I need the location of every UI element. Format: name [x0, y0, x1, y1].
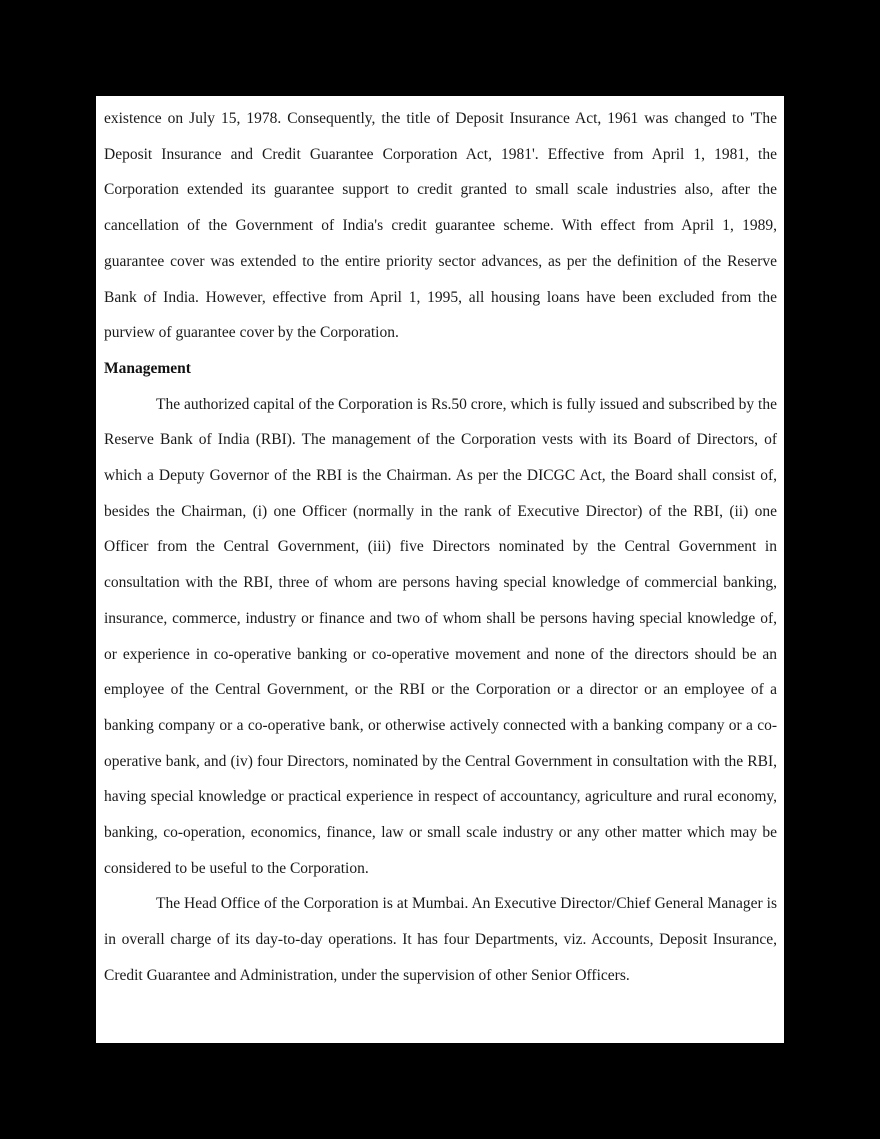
paragraph: existence on July 15, 1978. Consequently, the title of Deposit Insurance Act, 1961 was changed to 'The Deposit Insurance and Credit Guarantee Corporation Act, 1981'. Effective from April 1, 1981, the Corporation extended its guarantee support to credit granted to small scale industries also, after the cancellation of the Government of India's credit guarantee scheme. With effect from April 1, 1989, guarantee cover was extended to the entire priority sector advances, as per the definition of the Reserve Bank of India. However, effective from April 1, 1995, all housing loans have been excluded from the purview of guarantee cover by the Corporation.: [104, 110, 777, 342]
paragraph: The authorized capital of the Corporation is Rs.50 crore, which is fully issued and subscribed by the Reserve Bank of India (RBI). The management of the Corporation vests with its Board of Directors, of which a Deputy Governor of the RBI is the Chairman. As per the DICGC Act, the Board shall consist of, besides the Chairman, (i) one Officer (normally in the rank of Executive Director) of the RBI, (ii) one Officer from the Central Government, (iii) five Directors nominated by the Central Government in consultation with the RBI, three of whom are persons having special knowledge of commercial banking, insurance, commerce, industry or finance and two of whom shall be persons having special knowledge of, or experience in co-operative banking or co-operative movement and none of the directors should be an employee of the Central Government, or the RBI or the Corporation or a director or an employee of a banking company or a co-operative bank, or otherwise actively connected with a banking company or a co-operative bank, and (iv) four Directors, nominated by the Central Government in consultation with the RBI, having special knowledge or practical experience in respect of accountancy, agriculture and rural economy, banking, co-operation, economics, finance, law or small scale industry or any other matter which may be considered to be useful to the Corporation.: [104, 395, 777, 877]
section-heading-management: Management: [104, 359, 191, 377]
paragraph: The Head Office of the Corporation is at Mumbai. An Executive Director/Chief General Manager is in overall charge of its day-to-day operations. It has four Departments, viz. Accounts, Deposit Insurance, Credit Guarantee and Administration, under the supervision of other Senior Officers.: [104, 895, 777, 984]
document-page: [96, 96, 784, 1043]
